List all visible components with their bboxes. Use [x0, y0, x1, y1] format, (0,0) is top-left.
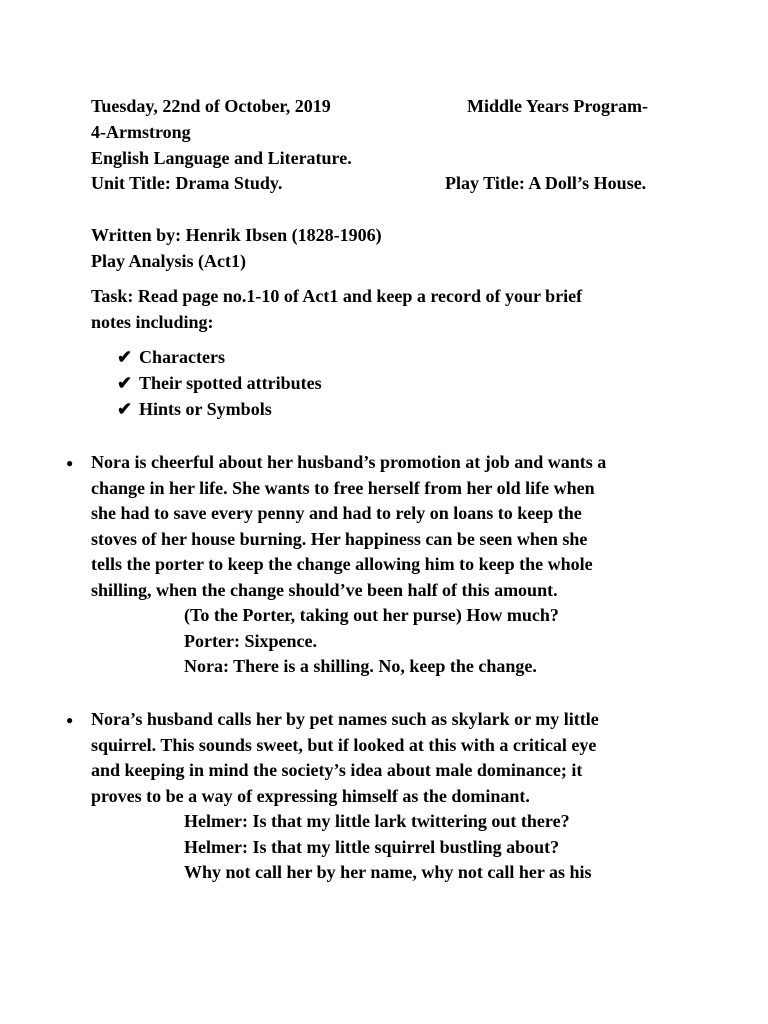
bullet-line: Nora is cheerful about her husband’s promotion at job and wants a — [91, 452, 607, 472]
bullet-line: shilling, when the change should’ve been half of this amount. — [91, 579, 558, 600]
checklist-item: Hints or Symbols — [139, 399, 272, 419]
unit-title: Unit Title: Drama Study. — [91, 173, 283, 193]
task-line-1: Task: Read page no.1-10 of Act1 and keep a record of your brief — [91, 286, 583, 306]
program-line: Middle Years Program- — [467, 96, 648, 116]
checklist-item: Their spotted attributes — [139, 373, 322, 393]
quote-line: Porter: Sixpence. — [184, 630, 317, 651]
bullet-line: proves to be a way of expressing himself as the dominant. — [91, 785, 530, 806]
play-title: Play Title: A Doll’s House. — [445, 173, 647, 193]
checklist-item: Characters — [139, 347, 225, 367]
quote-line: Why not call her by her name, why not call her as his — [184, 862, 592, 882]
bullet-line: and keeping in mind the society’s idea about male dominance; it — [91, 760, 583, 780]
class-line: 4-Armstrong — [91, 122, 191, 142]
bullet-line: Nora’s husband calls her by pet names such as skylark or my little — [91, 709, 599, 729]
bullet-line: squirrel. This sounds sweet, but if looked at this with a critical eye — [91, 734, 597, 755]
quote-line: (To the Porter, taking out her purse) How much? — [184, 605, 559, 625]
quote-line: Helmer: Is that my little squirrel bustling about? — [184, 836, 560, 857]
bullet-icon: ● — [66, 713, 74, 727]
bullet-line: she had to save every penny and had to rely on loans to keep the — [91, 503, 582, 523]
quote-line: Nora: There is a shilling. No, keep the change. — [184, 656, 537, 676]
check-icon: ✔ — [117, 399, 133, 419]
bullet-line: stoves of her house burning. Her happiness can be seen when she — [91, 528, 588, 549]
check-icon: ✔ — [117, 373, 133, 393]
date-line: Tuesday, 22nd of October, 2019 — [91, 96, 331, 116]
quote-line: Helmer: Is that my little lark twittering out there? — [184, 811, 570, 831]
bullet-line: tells the porter to keep the change allowing him to keep the whole — [91, 554, 593, 574]
author-line: Written by: Henrik Ibsen (1828-1906) — [91, 225, 382, 245]
bullet-line: change in her life. She wants to free herself from her old life when — [91, 477, 595, 498]
check-icon: ✔ — [117, 347, 133, 367]
analysis-line: Play Analysis (Act1) — [91, 251, 246, 271]
subject-line: English Language and Literature. — [91, 148, 352, 168]
task-line-2: notes including: — [91, 312, 214, 332]
bullet-icon: ● — [66, 456, 74, 470]
